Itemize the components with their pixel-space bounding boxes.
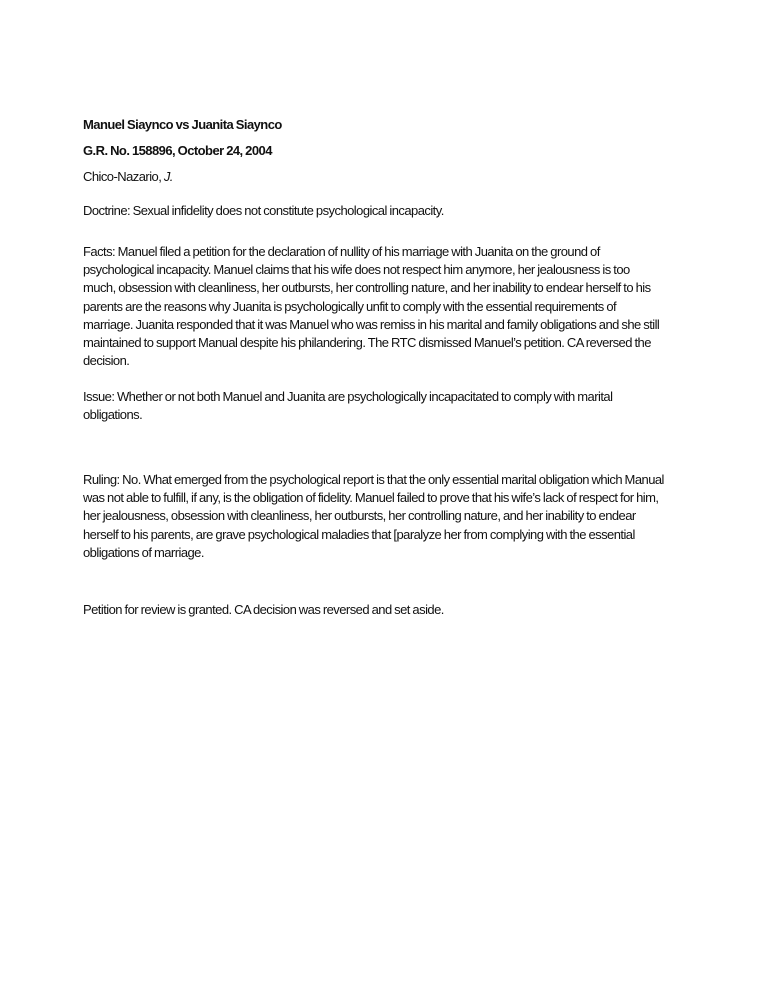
ruling-paragraph	[83, 471, 664, 562]
ruling-line: her jealousness, obsession with cleanliness, her outbursts, her controlling nature, and her inability to endear	[83, 508, 636, 524]
facts-line: Facts: Manuel filed a petition for the declaration of nullity of his marriage with Juanita on the ground of	[83, 244, 600, 259]
ruling-line: obligations of marriage.	[83, 544, 204, 560]
facts-line: marriage. Juanita responded that it was Manuel who was remiss in his marital and family obligations and she still	[83, 316, 660, 332]
doctrine-line: Doctrine: Sexual infidelity does not constitute psychological incapacity.	[83, 203, 444, 218]
issue-paragraph	[83, 388, 612, 424]
ponente-suffix: J.	[163, 169, 173, 184]
issue-line: obligations.	[83, 407, 143, 423]
issue-line: Issue: Whether or not both Manuel and Juanita are psychologically incapacitated to comply with marital	[83, 389, 613, 404]
disposition-line: Petition for review is granted. CA decision was reversed and set aside.	[83, 602, 444, 617]
facts-line: parents are the reasons why Juanita is psychologically unfit to comply with the essential requirements of	[83, 298, 617, 314]
doctrine-paragraph	[83, 202, 444, 220]
ponente-name: Chico-Nazario,	[83, 169, 164, 184]
ruling-line: herself to his parents, are grave psychological maladies that [paralyze her from complying with the essential	[83, 526, 635, 542]
case-citation: G.R. No. 158896, October 24, 2004	[83, 143, 272, 158]
ruling-line: was not able to fulfill, if any, is the obligation of fidelity. Manuel failed to prove that his wife’s lack of respect for him,	[83, 490, 659, 506]
facts-line: much, obsession with cleanliness, her outbursts, her controlling nature, and her inability to endear herself to his	[83, 280, 651, 296]
disposition-paragraph	[83, 601, 444, 619]
case-title: Manuel Siaynco vs Juanita Siaynco	[83, 117, 282, 132]
facts-paragraph	[83, 243, 659, 370]
facts-line: maintained to support Manual despite his philandering. The RTC dismissed Manuel’s petition. CA reversed the	[83, 334, 651, 350]
facts-line: psychological incapacity. Manuel claims that his wife does not respect him anymore, her jealousness is too	[83, 262, 630, 278]
ponente	[83, 168, 173, 186]
facts-line: decision.	[83, 353, 130, 369]
ruling-line: Ruling: No. What emerged from the psychological report is that the only essential marital obligation which Manual	[83, 472, 664, 487]
